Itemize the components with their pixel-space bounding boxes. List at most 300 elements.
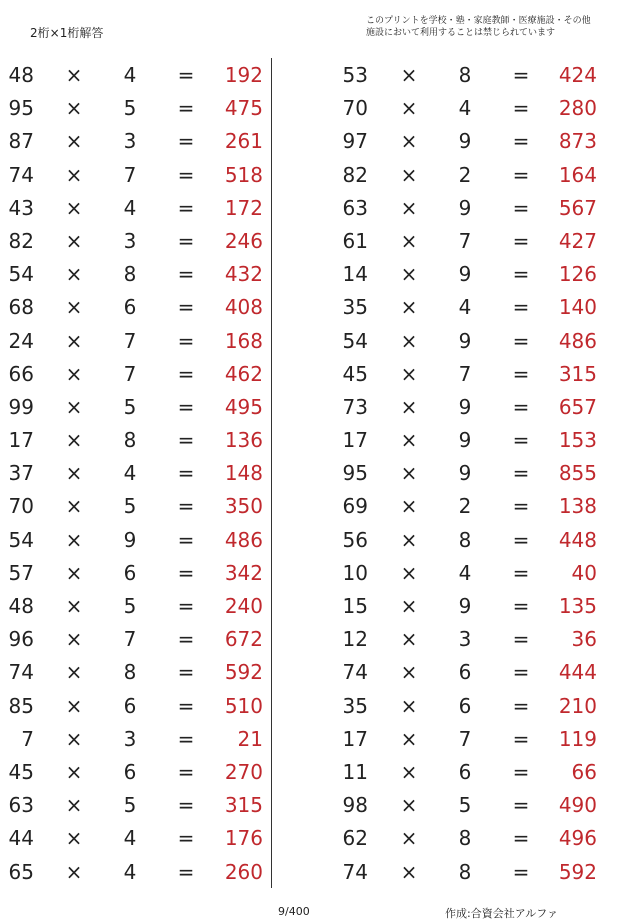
multiplier: 8 [458, 63, 472, 87]
answer: 210 [558, 693, 597, 718]
times-symbol: × [400, 793, 418, 818]
times-symbol: × [65, 859, 83, 884]
answer: 126 [558, 262, 597, 287]
equals-symbol: = [177, 295, 195, 320]
times-symbol: × [400, 394, 418, 419]
left-problem-column [0, 58, 280, 888]
problem-row [0, 191, 280, 224]
answer: 495 [224, 394, 263, 419]
multiplier: 9 [458, 461, 472, 486]
multiplicand: 48 [8, 594, 34, 618]
times-symbol: × [400, 759, 418, 784]
multiplier: 6 [123, 295, 137, 320]
equals-symbol: = [512, 228, 530, 253]
multiplier: 4 [123, 195, 137, 220]
answer: 518 [224, 162, 263, 187]
equals-symbol: = [177, 162, 195, 187]
usage-notice-line-2: 施設において利用することは禁じられています [366, 28, 556, 38]
multiplier: 9 [458, 195, 472, 220]
multiplier: 6 [458, 693, 472, 718]
problem-row [0, 788, 280, 821]
answer: 140 [558, 295, 597, 320]
equals-symbol: = [177, 594, 195, 618]
times-symbol: × [65, 428, 83, 453]
multiplicand: 70 [8, 494, 34, 519]
problem-row [0, 224, 280, 257]
multiplier: 5 [123, 494, 137, 519]
multiplicand: 11 [342, 759, 368, 784]
multiplier: 8 [458, 826, 472, 851]
answer: 462 [224, 361, 263, 386]
problem-row [0, 257, 280, 290]
answer: 315 [224, 793, 263, 818]
equals-symbol: = [512, 295, 530, 320]
answer: 855 [558, 461, 597, 486]
multiplicand: 82 [8, 228, 34, 253]
answer: 510 [224, 693, 263, 718]
equals-symbol: = [177, 793, 195, 818]
problem-row [0, 523, 280, 556]
equals-symbol: = [512, 162, 530, 187]
equals-symbol: = [177, 627, 195, 652]
times-symbol: × [65, 494, 83, 519]
answer: 148 [224, 461, 263, 486]
times-symbol: × [400, 627, 418, 652]
problem-row [336, 124, 616, 157]
equals-symbol: = [177, 826, 195, 851]
problem-row [336, 158, 616, 191]
answer: 240 [224, 594, 263, 618]
times-symbol: × [65, 394, 83, 419]
problem-row [336, 655, 616, 688]
multiplicand: 68 [8, 295, 34, 320]
multiplier: 6 [458, 660, 472, 685]
multiplicand: 24 [8, 328, 34, 353]
multiplier: 4 [123, 826, 137, 851]
multiplicand: 56 [342, 527, 368, 552]
answer: 486 [224, 527, 263, 552]
equals-symbol: = [512, 129, 530, 154]
problem-row [0, 689, 280, 722]
equals-symbol: = [177, 693, 195, 718]
problem-row [0, 456, 280, 489]
answer: 260 [224, 859, 263, 884]
times-symbol: × [65, 627, 83, 652]
answer: 21 [237, 726, 263, 751]
problem-row [336, 257, 616, 290]
times-symbol: × [400, 361, 418, 386]
equals-symbol: = [512, 428, 530, 453]
times-symbol: × [400, 527, 418, 552]
times-symbol: × [400, 63, 418, 87]
equals-symbol: = [177, 328, 195, 353]
problem-row [0, 855, 280, 888]
answer: 172 [224, 195, 263, 220]
times-symbol: × [65, 195, 83, 220]
equals-symbol: = [177, 759, 195, 784]
problem-row [0, 158, 280, 191]
multiplier: 2 [458, 494, 472, 519]
multiplicand: 48 [8, 63, 34, 87]
problem-row [0, 390, 280, 423]
multiplicand: 95 [8, 96, 34, 121]
multiplier: 9 [458, 129, 472, 154]
answer: 592 [558, 859, 597, 884]
equals-symbol: = [177, 660, 195, 685]
multiplicand: 43 [8, 195, 34, 220]
equals-symbol: = [177, 195, 195, 220]
multiplicand: 69 [342, 494, 368, 519]
multiplicand: 35 [342, 295, 368, 320]
answer: 270 [224, 759, 263, 784]
equals-symbol: = [177, 560, 195, 585]
answer: 432 [224, 262, 263, 287]
multiplier: 9 [458, 262, 472, 287]
right-problem-column [336, 58, 616, 888]
problem-row [336, 58, 616, 91]
problem-row [336, 622, 616, 655]
multiplier: 8 [123, 262, 137, 287]
problem-row [336, 423, 616, 456]
multiplicand: 66 [8, 361, 34, 386]
equals-symbol: = [177, 262, 195, 287]
problem-row [336, 290, 616, 323]
multiplier: 4 [123, 859, 137, 884]
times-symbol: × [400, 195, 418, 220]
problem-row [336, 556, 616, 589]
equals-symbol: = [177, 726, 195, 751]
times-symbol: × [65, 63, 83, 87]
problem-row [336, 821, 616, 854]
times-symbol: × [65, 793, 83, 818]
multiplicand: 74 [8, 660, 34, 685]
equals-symbol: = [177, 96, 195, 121]
answer: 192 [224, 63, 263, 87]
times-symbol: × [65, 826, 83, 851]
problem-row [0, 722, 280, 755]
answer: 153 [558, 428, 597, 453]
problem-row [336, 191, 616, 224]
problem-row [0, 556, 280, 589]
answer: 315 [558, 361, 597, 386]
answer: 672 [224, 627, 263, 652]
multiplicand: 96 [8, 627, 34, 652]
multiplier: 6 [458, 759, 472, 784]
equals-symbol: = [512, 63, 530, 87]
multiplicand: 85 [8, 693, 34, 718]
times-symbol: × [65, 527, 83, 552]
answer: 36 [571, 627, 597, 652]
times-symbol: × [400, 262, 418, 287]
equals-symbol: = [512, 494, 530, 519]
multiplier: 2 [458, 162, 472, 187]
multiplicand: 61 [342, 228, 368, 253]
times-symbol: × [400, 228, 418, 253]
times-symbol: × [65, 726, 83, 751]
multiplicand: 65 [8, 859, 34, 884]
answer: 342 [224, 560, 263, 585]
multiplier: 8 [123, 660, 137, 685]
answer: 873 [558, 129, 597, 154]
multiplicand: 74 [342, 660, 368, 685]
multiplier: 4 [123, 63, 137, 87]
multiplier: 6 [123, 759, 137, 784]
multiplier: 7 [123, 627, 137, 652]
multiplier: 7 [123, 328, 137, 353]
answer: 261 [224, 129, 263, 154]
times-symbol: × [400, 96, 418, 121]
multiplier: 5 [123, 96, 137, 121]
multiplier: 7 [123, 162, 137, 187]
multiplier: 5 [458, 793, 472, 818]
problem-row [0, 58, 280, 91]
multiplier: 3 [458, 627, 472, 652]
multiplicand: 73 [342, 394, 368, 419]
problem-row [0, 324, 280, 357]
multiplier: 5 [123, 394, 137, 419]
multiplicand: 82 [342, 162, 368, 187]
multiplicand: 57 [8, 560, 34, 585]
times-symbol: × [400, 428, 418, 453]
times-symbol: × [400, 129, 418, 154]
problem-row [0, 755, 280, 788]
multiplicand: 97 [342, 129, 368, 154]
multiplicand: 87 [8, 129, 34, 154]
times-symbol: × [400, 826, 418, 851]
multiplier: 9 [458, 394, 472, 419]
times-symbol: × [65, 660, 83, 685]
multiplier: 4 [458, 96, 472, 121]
answer: 408 [224, 295, 263, 320]
times-symbol: × [400, 594, 418, 618]
times-symbol: × [65, 759, 83, 784]
multiplicand: 54 [342, 328, 368, 353]
answer: 138 [558, 494, 597, 519]
equals-symbol: = [512, 594, 530, 618]
answer: 567 [558, 195, 597, 220]
answer: 135 [558, 594, 597, 618]
times-symbol: × [400, 693, 418, 718]
equals-symbol: = [512, 726, 530, 751]
equals-symbol: = [512, 328, 530, 353]
answer: 496 [558, 826, 597, 851]
multiplicand: 54 [8, 527, 34, 552]
multiplier: 3 [123, 726, 137, 751]
problem-row [336, 788, 616, 821]
times-symbol: × [65, 129, 83, 154]
multiplicand: 10 [342, 560, 368, 585]
multiplicand: 12 [342, 627, 368, 652]
column-divider [271, 58, 272, 888]
times-symbol: × [65, 693, 83, 718]
equals-symbol: = [512, 195, 530, 220]
multiplicand: 35 [342, 693, 368, 718]
equals-symbol: = [177, 428, 195, 453]
multiplier: 8 [123, 428, 137, 453]
author-credit: 作成:合資会社アルファ [445, 907, 559, 920]
problem-row [0, 357, 280, 390]
answer: 592 [224, 660, 263, 685]
multiplicand: 54 [8, 262, 34, 287]
answer: 66 [571, 759, 597, 784]
multiplicand: 63 [8, 793, 34, 818]
multiplier: 4 [458, 295, 472, 320]
equals-symbol: = [512, 826, 530, 851]
problem-row [336, 523, 616, 556]
equals-symbol: = [512, 262, 530, 287]
times-symbol: × [400, 560, 418, 585]
equals-symbol: = [512, 693, 530, 718]
answer: 486 [558, 328, 597, 353]
page-number: 9/400 [278, 905, 310, 918]
times-symbol: × [400, 660, 418, 685]
multiplicand: 70 [342, 96, 368, 121]
multiplier: 7 [458, 361, 472, 386]
multiplicand: 62 [342, 826, 368, 851]
problem-row [0, 655, 280, 688]
multiplier: 8 [458, 527, 472, 552]
equals-symbol: = [177, 63, 195, 87]
answer: 176 [224, 826, 263, 851]
equals-symbol: = [177, 361, 195, 386]
answer: 136 [224, 428, 263, 453]
problem-row [0, 423, 280, 456]
multiplicand: 74 [342, 859, 368, 884]
multiplier: 9 [458, 594, 472, 618]
problem-row [0, 124, 280, 157]
answer: 168 [224, 328, 263, 353]
multiplier: 5 [123, 594, 137, 618]
multiplicand: 45 [8, 759, 34, 784]
multiplicand: 17 [8, 428, 34, 453]
usage-notice [366, 15, 628, 39]
equals-symbol: = [512, 660, 530, 685]
problem-row [336, 91, 616, 124]
multiplier: 6 [123, 693, 137, 718]
problem-row [0, 821, 280, 854]
equals-symbol: = [177, 461, 195, 486]
equals-symbol: = [512, 560, 530, 585]
answer: 350 [224, 494, 263, 519]
problem-row [336, 456, 616, 489]
multiplier: 9 [123, 527, 137, 552]
multiplier: 7 [458, 726, 472, 751]
problem-row [336, 855, 616, 888]
problem-row [0, 290, 280, 323]
problem-row [336, 589, 616, 622]
equals-symbol: = [512, 627, 530, 652]
page-title: 2桁×1桁解答 [30, 26, 104, 40]
equals-symbol: = [177, 228, 195, 253]
answer: 40 [571, 560, 597, 585]
times-symbol: × [65, 594, 83, 618]
answer: 246 [224, 228, 263, 253]
problem-row [336, 689, 616, 722]
multiplier: 8 [458, 859, 472, 884]
times-symbol: × [65, 461, 83, 486]
problem-row [0, 489, 280, 522]
multiplicand: 98 [342, 793, 368, 818]
answer: 657 [558, 394, 597, 419]
answer: 119 [558, 726, 597, 751]
times-symbol: × [65, 560, 83, 585]
multiplicand: 17 [342, 726, 368, 751]
times-symbol: × [65, 162, 83, 187]
multiplier: 5 [123, 793, 137, 818]
equals-symbol: = [512, 461, 530, 486]
multiplicand: 44 [8, 826, 34, 851]
multiplier: 7 [458, 228, 472, 253]
problem-row [336, 390, 616, 423]
times-symbol: × [65, 228, 83, 253]
equals-symbol: = [512, 361, 530, 386]
answer: 475 [224, 96, 263, 121]
multiplier: 9 [458, 328, 472, 353]
equals-symbol: = [177, 859, 195, 884]
answer: 280 [558, 96, 597, 121]
multiplier: 3 [123, 129, 137, 154]
equals-symbol: = [512, 527, 530, 552]
equals-symbol: = [512, 759, 530, 784]
problem-row [336, 755, 616, 788]
times-symbol: × [400, 726, 418, 751]
problem-row [0, 91, 280, 124]
multiplier: 6 [123, 560, 137, 585]
answer: 448 [558, 527, 597, 552]
multiplicand: 53 [342, 63, 368, 87]
multiplicand: 99 [8, 394, 34, 419]
multiplier: 9 [458, 428, 472, 453]
problem-row [336, 722, 616, 755]
times-symbol: × [65, 262, 83, 287]
times-symbol: × [400, 328, 418, 353]
problem-row [336, 224, 616, 257]
problem-row [0, 589, 280, 622]
equals-symbol: = [177, 394, 195, 419]
multiplier: 7 [123, 361, 137, 386]
problem-row [336, 489, 616, 522]
multiplicand: 74 [8, 162, 34, 187]
multiplicand: 37 [8, 461, 34, 486]
multiplier: 4 [123, 461, 137, 486]
times-symbol: × [65, 328, 83, 353]
multiplier: 3 [123, 228, 137, 253]
multiplicand: 17 [342, 428, 368, 453]
multiplier: 4 [458, 560, 472, 585]
multiplicand: 63 [342, 195, 368, 220]
answer: 427 [558, 228, 597, 253]
times-symbol: × [400, 494, 418, 519]
answer: 164 [558, 162, 597, 187]
equals-symbol: = [512, 394, 530, 419]
multiplicand: 45 [342, 361, 368, 386]
problem-row [336, 357, 616, 390]
equals-symbol: = [177, 494, 195, 519]
equals-symbol: = [512, 793, 530, 818]
multiplicand: 95 [342, 461, 368, 486]
multiplicand: 14 [342, 262, 368, 287]
times-symbol: × [65, 96, 83, 121]
equals-symbol: = [177, 527, 195, 552]
usage-notice-line-1: このプリントを学校・塾・家庭教師・医療施設・その他 [366, 16, 591, 26]
equals-symbol: = [512, 859, 530, 884]
times-symbol: × [400, 859, 418, 884]
multiplicand: 15 [342, 594, 368, 618]
answer: 444 [558, 660, 597, 685]
times-symbol: × [400, 461, 418, 486]
times-symbol: × [400, 162, 418, 187]
times-symbol: × [400, 295, 418, 320]
